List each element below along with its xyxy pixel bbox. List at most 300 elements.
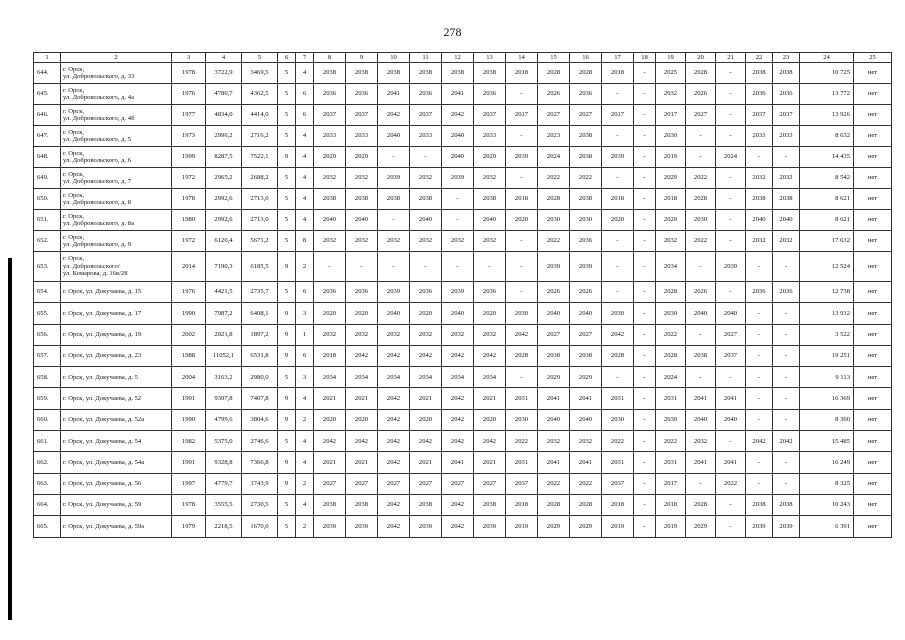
- cost-cell: 13 772: [800, 84, 854, 105]
- value-cell: 2037: [773, 105, 800, 126]
- value-cell: 2992,6: [206, 210, 242, 231]
- value-cell: 1897,2: [242, 324, 278, 345]
- value-cell: 9: [278, 147, 296, 168]
- value-cell: 4414,0: [242, 105, 278, 126]
- value-cell: -: [634, 452, 656, 473]
- value-cell: -: [442, 252, 474, 282]
- value-cell: 2218,5: [206, 516, 242, 537]
- value-cell: 5: [278, 63, 296, 84]
- value-cell: 2041: [442, 84, 474, 105]
- value-cell: 2033: [773, 126, 800, 147]
- value-cell: 2017: [656, 105, 686, 126]
- value-cell: нет: [854, 84, 892, 105]
- value-cell: -: [686, 473, 716, 494]
- row-number-cell: 655.: [34, 303, 61, 324]
- value-cell: 2022: [686, 168, 716, 189]
- value-cell: 2992,6: [206, 189, 242, 210]
- value-cell: -: [716, 84, 746, 105]
- value-cell: 2042: [442, 409, 474, 430]
- cost-cell: 14 435: [800, 147, 854, 168]
- value-cell: 2038: [538, 345, 570, 366]
- cost-cell: 8 621: [800, 189, 854, 210]
- value-cell: 2039: [506, 147, 538, 168]
- value-cell: 1991: [172, 388, 206, 409]
- cost-cell: 3 522: [800, 324, 854, 345]
- value-cell: -: [378, 210, 410, 231]
- value-cell: 2034: [474, 367, 506, 388]
- value-cell: нет: [854, 452, 892, 473]
- column-number-18: 18: [634, 53, 656, 63]
- value-cell: 2028: [656, 345, 686, 366]
- value-cell: 2038: [746, 494, 773, 515]
- value-cell: 2040: [538, 409, 570, 430]
- value-cell: нет: [854, 231, 892, 252]
- value-cell: 2031: [602, 388, 634, 409]
- value-cell: 2026: [538, 84, 570, 105]
- column-number-20: 20: [686, 53, 716, 63]
- value-cell: 2032: [410, 168, 442, 189]
- value-cell: 1991: [172, 452, 206, 473]
- value-cell: 3163,2: [206, 367, 242, 388]
- value-cell: нет: [854, 367, 892, 388]
- value-cell: 2028: [570, 494, 602, 515]
- value-cell: 2042: [773, 431, 800, 452]
- value-cell: 2032: [538, 431, 570, 452]
- value-cell: 2038: [314, 494, 346, 515]
- value-cell: 1999: [172, 147, 206, 168]
- table-row: [34, 105, 892, 126]
- value-cell: 4: [296, 168, 314, 189]
- housing-register-table: [33, 52, 892, 538]
- value-cell: 2028: [686, 63, 716, 84]
- value-cell: 2018: [602, 63, 634, 84]
- value-cell: 2028: [656, 282, 686, 303]
- row-number-cell: 656.: [34, 324, 61, 345]
- value-cell: 2027: [716, 324, 746, 345]
- value-cell: 5: [278, 105, 296, 126]
- value-cell: 1972: [172, 168, 206, 189]
- value-cell: 2024: [716, 147, 746, 168]
- value-cell: 2022: [538, 473, 570, 494]
- value-cell: 1972: [172, 231, 206, 252]
- value-cell: 2040: [442, 303, 474, 324]
- value-cell: 2032: [442, 324, 474, 345]
- value-cell: 2038: [314, 63, 346, 84]
- value-cell: 2018: [602, 189, 634, 210]
- value-cell: -: [506, 231, 538, 252]
- value-cell: 1976: [172, 84, 206, 105]
- value-cell: 9328,8: [206, 452, 242, 473]
- value-cell: 2042: [314, 431, 346, 452]
- value-cell: -: [746, 452, 773, 473]
- value-cell: 4: [296, 431, 314, 452]
- value-cell: 2022: [686, 231, 716, 252]
- value-cell: 2032: [314, 168, 346, 189]
- value-cell: 2032: [746, 231, 773, 252]
- value-cell: 2036: [410, 282, 442, 303]
- value-cell: -: [773, 147, 800, 168]
- value-cell: 2038: [442, 63, 474, 84]
- address-cell: г. Орск, ул. Добровольского, д. 33: [61, 63, 172, 84]
- value-cell: -: [746, 324, 773, 345]
- column-number-19: 19: [656, 53, 686, 63]
- value-cell: 2040: [773, 210, 800, 231]
- row-number-cell: 660.: [34, 409, 61, 430]
- value-cell: 7190,3: [206, 252, 242, 282]
- value-cell: -: [442, 189, 474, 210]
- value-cell: 2029: [570, 516, 602, 537]
- value-cell: 2032: [346, 168, 378, 189]
- value-cell: 2030: [686, 210, 716, 231]
- value-cell: 2042: [746, 431, 773, 452]
- value-cell: 2027: [410, 473, 442, 494]
- cost-cell: 16 249: [800, 452, 854, 473]
- value-cell: 3: [296, 367, 314, 388]
- value-cell: 2039: [410, 516, 442, 537]
- value-cell: 2040: [746, 210, 773, 231]
- value-cell: 2037: [346, 105, 378, 126]
- value-cell: 2027: [686, 105, 716, 126]
- value-cell: -: [773, 388, 800, 409]
- value-cell: 2034: [442, 367, 474, 388]
- value-cell: 2022: [570, 473, 602, 494]
- value-cell: 2038: [746, 63, 773, 84]
- value-cell: 2019: [656, 147, 686, 168]
- row-number-cell: 657.: [34, 345, 61, 366]
- value-cell: 2020: [656, 210, 686, 231]
- value-cell: -: [634, 431, 656, 452]
- value-cell: -: [634, 105, 656, 126]
- value-cell: 3469,5: [242, 63, 278, 84]
- value-cell: 2038: [314, 189, 346, 210]
- value-cell: -: [634, 324, 656, 345]
- value-cell: нет: [854, 282, 892, 303]
- value-cell: 2038: [346, 63, 378, 84]
- value-cell: 2036: [746, 84, 773, 105]
- value-cell: 9: [278, 303, 296, 324]
- value-cell: 2746,6: [242, 431, 278, 452]
- value-cell: 6120,4: [206, 231, 242, 252]
- value-cell: нет: [854, 431, 892, 452]
- value-cell: 2038: [346, 494, 378, 515]
- value-cell: 2038: [410, 189, 442, 210]
- column-number-9: 9: [346, 53, 378, 63]
- value-cell: 4: [296, 189, 314, 210]
- value-cell: 1990: [172, 409, 206, 430]
- value-cell: 2042: [378, 409, 410, 430]
- value-cell: 2713,0: [242, 210, 278, 231]
- value-cell: 2039: [570, 252, 602, 282]
- value-cell: 2040: [314, 210, 346, 231]
- value-cell: 2033: [410, 126, 442, 147]
- cost-cell: 8 325: [800, 473, 854, 494]
- value-cell: 2032: [314, 231, 346, 252]
- value-cell: 2980,0: [242, 367, 278, 388]
- value-cell: -: [314, 252, 346, 282]
- value-cell: -: [634, 84, 656, 105]
- value-cell: 2032: [773, 168, 800, 189]
- value-cell: 2027: [346, 473, 378, 494]
- value-cell: 2032: [773, 231, 800, 252]
- value-cell: 2028: [506, 345, 538, 366]
- value-cell: 2022: [570, 168, 602, 189]
- value-cell: 2039: [442, 168, 474, 189]
- value-cell: -: [716, 431, 746, 452]
- value-cell: 2026: [686, 84, 716, 105]
- table-row: [34, 210, 892, 231]
- column-number-22: 22: [746, 53, 773, 63]
- value-cell: 4421,5: [206, 282, 242, 303]
- value-cell: 2039: [442, 282, 474, 303]
- value-cell: 2029: [474, 147, 506, 168]
- cost-cell: 12 738: [800, 282, 854, 303]
- value-cell: 6: [296, 105, 314, 126]
- column-number-10: 10: [378, 53, 410, 63]
- value-cell: нет: [854, 473, 892, 494]
- value-cell: 2040: [716, 409, 746, 430]
- column-number-23: 23: [773, 53, 800, 63]
- value-cell: 2041: [686, 452, 716, 473]
- cost-cell: 8 542: [800, 168, 854, 189]
- value-cell: 2: [296, 516, 314, 537]
- value-cell: 2038: [570, 126, 602, 147]
- value-cell: -: [686, 324, 716, 345]
- value-cell: -: [634, 516, 656, 537]
- value-cell: -: [773, 324, 800, 345]
- value-cell: 2022: [506, 431, 538, 452]
- row-number-cell: 649.: [34, 168, 61, 189]
- cost-cell: 10 725: [800, 63, 854, 84]
- value-cell: 2021: [346, 452, 378, 473]
- value-cell: 9397,8: [206, 388, 242, 409]
- column-number-6: 6: [278, 53, 296, 63]
- value-cell: 5375,0: [206, 431, 242, 452]
- value-cell: -: [716, 168, 746, 189]
- value-cell: -: [410, 252, 442, 282]
- value-cell: 2027: [442, 473, 474, 494]
- value-cell: 2021: [474, 452, 506, 473]
- value-cell: 2038: [570, 147, 602, 168]
- value-cell: 9: [278, 409, 296, 430]
- value-cell: 2037: [746, 105, 773, 126]
- value-cell: 2022: [716, 473, 746, 494]
- address-cell: г. Орск, ул. Докучаева, д. 59: [61, 494, 172, 515]
- value-cell: 2017: [506, 105, 538, 126]
- value-cell: 2038: [410, 494, 442, 515]
- value-cell: -: [410, 147, 442, 168]
- value-cell: 2032: [686, 431, 716, 452]
- cost-cell: 13 912: [800, 303, 854, 324]
- address-cell: г. Орск, ул. Добровольского, д. 4а: [61, 84, 172, 105]
- value-cell: 2039: [378, 282, 410, 303]
- table-row: [34, 231, 892, 252]
- value-cell: 2: [296, 252, 314, 282]
- value-cell: 7987,2: [206, 303, 242, 324]
- value-cell: 2027: [570, 324, 602, 345]
- value-cell: 2021: [410, 452, 442, 473]
- value-cell: 2037: [602, 473, 634, 494]
- value-cell: 2040: [570, 409, 602, 430]
- value-cell: 2037: [716, 345, 746, 366]
- value-cell: 2038: [746, 189, 773, 210]
- value-cell: 2020: [314, 409, 346, 430]
- value-cell: 4: [296, 63, 314, 84]
- value-cell: 2030: [506, 303, 538, 324]
- value-cell: 1978: [172, 494, 206, 515]
- value-cell: нет: [854, 516, 892, 537]
- column-number-3: 3: [172, 53, 206, 63]
- row-number-cell: 665.: [34, 516, 61, 537]
- value-cell: нет: [854, 210, 892, 231]
- value-cell: -: [716, 63, 746, 84]
- table-row: [34, 303, 892, 324]
- value-cell: 2032: [474, 324, 506, 345]
- value-cell: 2030: [506, 409, 538, 430]
- value-cell: нет: [854, 168, 892, 189]
- value-cell: 2040: [538, 303, 570, 324]
- value-cell: -: [634, 168, 656, 189]
- value-cell: 2039: [538, 252, 570, 282]
- address-cell: г. Орск, ул. Добровольского, д. 8а: [61, 210, 172, 231]
- address-cell: г. Орск, ул. Добровольского, д. 4б: [61, 105, 172, 126]
- address-cell: г. Орск, ул. Добровольского, д. 9: [61, 231, 172, 252]
- value-cell: 2042: [346, 431, 378, 452]
- value-cell: 2039: [346, 516, 378, 537]
- address-cell: г. Орск, ул. Добровольского/ ул. Комарова, д. 16в/28: [61, 252, 172, 282]
- column-number-11: 11: [410, 53, 442, 63]
- value-cell: 2032: [346, 324, 378, 345]
- value-cell: 2018: [656, 189, 686, 210]
- value-cell: 5: [278, 431, 296, 452]
- value-cell: 2042: [442, 345, 474, 366]
- column-number-row: [34, 53, 892, 63]
- value-cell: -: [634, 367, 656, 388]
- value-cell: 2042: [410, 431, 442, 452]
- row-number-cell: 646.: [34, 105, 61, 126]
- value-cell: 2: [296, 409, 314, 430]
- table-row: [34, 324, 892, 345]
- column-number-13: 13: [474, 53, 506, 63]
- value-cell: 4: [296, 452, 314, 473]
- value-cell: 2041: [538, 388, 570, 409]
- value-cell: 2022: [656, 431, 686, 452]
- value-cell: 1: [296, 324, 314, 345]
- column-number-12: 12: [442, 53, 474, 63]
- address-cell: г. Орск, ул. Докучаева, д. 59а: [61, 516, 172, 537]
- value-cell: 2036: [314, 84, 346, 105]
- value-cell: 2034: [378, 367, 410, 388]
- value-cell: 9: [278, 252, 296, 282]
- value-cell: -: [773, 345, 800, 366]
- value-cell: -: [686, 147, 716, 168]
- value-cell: 2033: [314, 126, 346, 147]
- address-cell: г. Орск, ул. Добровольского, д. 7: [61, 168, 172, 189]
- column-number-7: 7: [296, 53, 314, 63]
- table-row: [34, 168, 892, 189]
- value-cell: 2029: [538, 516, 570, 537]
- cost-cell: 8 632: [800, 126, 854, 147]
- value-cell: -: [634, 147, 656, 168]
- value-cell: 2042: [378, 452, 410, 473]
- value-cell: 2022: [538, 231, 570, 252]
- value-cell: 2034: [314, 367, 346, 388]
- value-cell: 2038: [773, 63, 800, 84]
- value-cell: 2027: [474, 473, 506, 494]
- value-cell: 2032: [474, 231, 506, 252]
- value-cell: 2019: [602, 516, 634, 537]
- value-cell: 2032: [746, 168, 773, 189]
- value-cell: 2030: [602, 303, 634, 324]
- value-cell: -: [602, 84, 634, 105]
- column-number-8: 8: [314, 53, 346, 63]
- value-cell: -: [634, 494, 656, 515]
- value-cell: -: [746, 252, 773, 282]
- value-cell: 1976: [172, 282, 206, 303]
- value-cell: -: [746, 473, 773, 494]
- value-cell: 2036: [474, 84, 506, 105]
- value-cell: -: [716, 189, 746, 210]
- column-number-21: 21: [716, 53, 746, 63]
- value-cell: 1977: [172, 105, 206, 126]
- value-cell: 2038: [474, 494, 506, 515]
- value-cell: 2036: [746, 282, 773, 303]
- value-cell: 2020: [474, 409, 506, 430]
- value-cell: 3804,6: [242, 409, 278, 430]
- cost-cell: 19 251: [800, 345, 854, 366]
- value-cell: -: [746, 388, 773, 409]
- value-cell: 2041: [686, 388, 716, 409]
- value-cell: 2036: [773, 84, 800, 105]
- value-cell: 2018: [602, 494, 634, 515]
- value-cell: -: [378, 147, 410, 168]
- value-cell: 2041: [570, 452, 602, 473]
- value-cell: 2036: [314, 282, 346, 303]
- value-cell: -: [716, 516, 746, 537]
- value-cell: 2029: [314, 147, 346, 168]
- value-cell: 2042: [378, 516, 410, 537]
- value-cell: 2028: [538, 189, 570, 210]
- value-cell: -: [602, 282, 634, 303]
- table-row: [34, 473, 892, 494]
- value-cell: 2036: [410, 84, 442, 105]
- value-cell: 2040: [474, 210, 506, 231]
- value-cell: 2021: [314, 388, 346, 409]
- value-cell: 2019: [656, 516, 686, 537]
- value-cell: нет: [854, 63, 892, 84]
- value-cell: 5: [278, 231, 296, 252]
- table-row: [34, 63, 892, 84]
- value-cell: 7366,8: [242, 452, 278, 473]
- column-number-1: 1: [34, 53, 61, 63]
- value-cell: -: [506, 367, 538, 388]
- column-number-17: 17: [602, 53, 634, 63]
- value-cell: 2038: [378, 63, 410, 84]
- value-cell: -: [602, 231, 634, 252]
- value-cell: 2025: [656, 63, 686, 84]
- value-cell: 1979: [172, 516, 206, 537]
- value-cell: 2032: [656, 84, 686, 105]
- value-cell: 2040: [686, 409, 716, 430]
- value-cell: 9: [278, 388, 296, 409]
- table-row: [34, 252, 892, 282]
- value-cell: 4: [296, 210, 314, 231]
- value-cell: 1990: [172, 303, 206, 324]
- value-cell: 2039: [746, 516, 773, 537]
- value-cell: 2040: [410, 210, 442, 231]
- table-row: [34, 516, 892, 537]
- value-cell: 2037: [506, 473, 538, 494]
- value-cell: -: [634, 345, 656, 366]
